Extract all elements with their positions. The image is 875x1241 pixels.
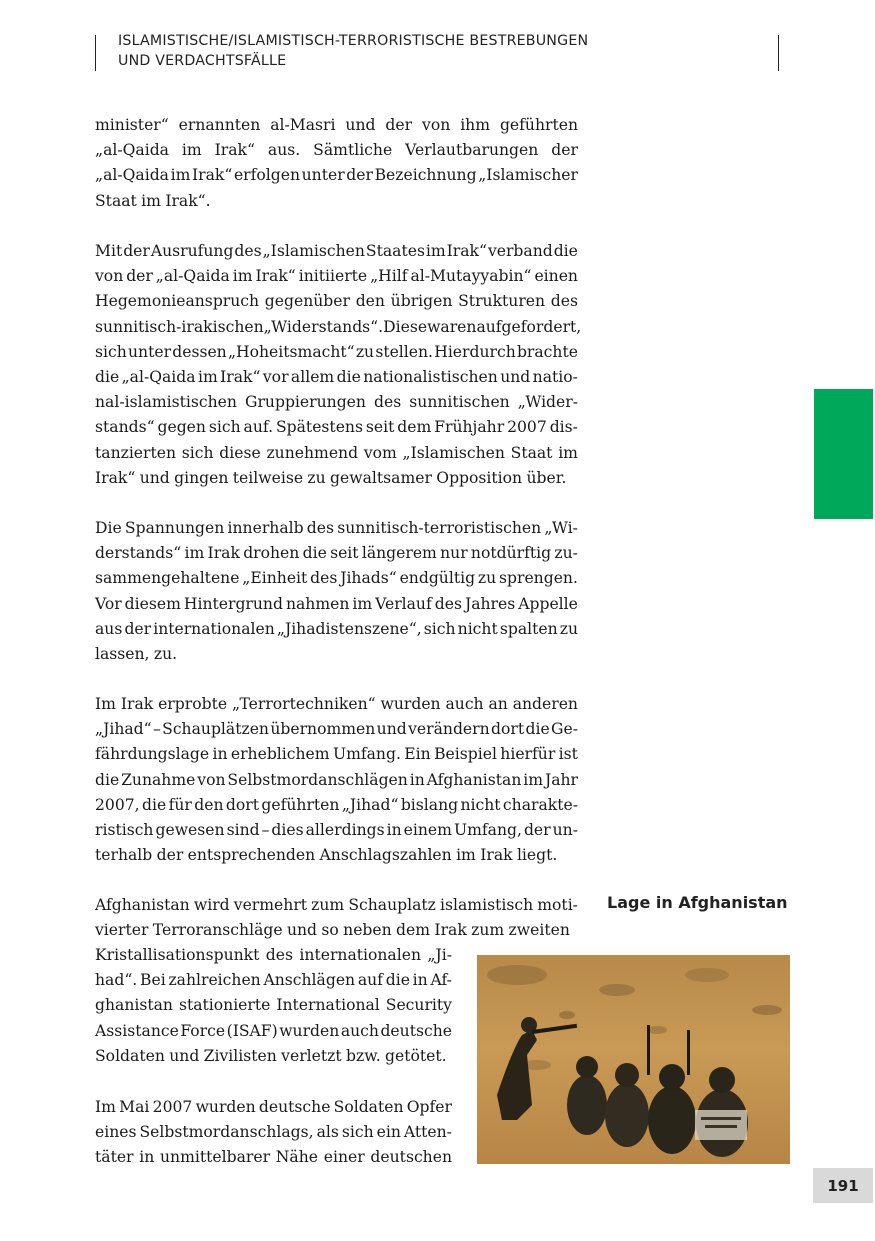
text-line: sunnitisch-irakischen „Widerstands“. Diese waren aufgefordert, <box>95 317 582 336</box>
paragraph-6 <box>95 1095 452 1171</box>
text-line: aus der internationalen „Jihadistenszene“, sich nicht spalten zu <box>95 619 578 638</box>
text-line: eines Selbstmordanschlags, als sich ein Atten- <box>95 1123 452 1142</box>
paragraph-5b <box>95 943 452 1069</box>
text-line: von der „al-Qaida im Irak“ initiierte „Hilf al-Mutayyabin“ einen <box>95 267 578 286</box>
header-rule-left <box>95 35 96 71</box>
sidebar-heading: Lage in Afghanistan <box>607 893 788 912</box>
text-line: „al-Qaida im Irak“ erfolgen unter der Bezeichnung „Islamischer <box>95 166 578 185</box>
page-number: 191 <box>813 1168 873 1203</box>
text-line: stands“ gegen sich auf. Spätestens seit dem Frühjahr 2007 dis- <box>95 418 578 437</box>
text-line: derstands“ im Irak drohen die seit längerem nur notdürftig zu- <box>95 544 578 563</box>
text-line: Im Irak erprobte „Terrortechniken“ wurden auch an anderen <box>95 695 578 713</box>
text-line: lassen, zu. <box>95 644 178 663</box>
text-line: täter in unmittelbarer Nähe einer deutschen <box>95 1148 452 1167</box>
header-line-1: ISLAMISTISCHE/ISLAMISTISCH-TERRORISTISCHE BESTREBUNGEN <box>118 33 589 49</box>
text-line: terhalb der entsprechenden Anschlagszahlen im Irak liegt. <box>95 846 558 865</box>
text-line: sammengehaltene „Einheit des Jihads“ endgültig zu sprengen. <box>95 569 578 588</box>
text-line: Mit der Ausrufung des „Islamischen Staates im Irak“ verband die <box>95 242 578 260</box>
paragraph-4 <box>95 692 578 868</box>
text-line: Hegemonieanspruch gegenüber den übrigen Strukturen des <box>95 292 578 311</box>
paragraph-1 <box>95 113 578 214</box>
text-line: tanzierten sich diese zunehmend vom „Islamischen Staat im <box>95 443 578 462</box>
section-color-tab <box>814 389 873 519</box>
text-line: Im Mai 2007 wurden deutsche Soldaten Opfer <box>95 1098 452 1116</box>
text-line: „Jihad“ – Schauplätzen übernommen und verändern dort die Ge- <box>95 720 578 739</box>
afghanistan-photo <box>477 955 790 1164</box>
photo-icon <box>477 955 790 1164</box>
text-line: Staat im Irak“. <box>95 191 211 210</box>
text-line: die „al-Qaida im Irak“ vor allem die nationalistischen und natio- <box>95 367 578 386</box>
text-line: 2007, die für den dort geführten „Jihad“ bislang nicht charakte- <box>95 795 578 814</box>
text-line: Assistance Force (ISAF) wurden auch deutsche <box>95 1021 452 1040</box>
text-line: fährdungslage in erheblichem Umfang. Ein Beispiel hierfür ist <box>95 745 578 764</box>
paragraph-3 <box>95 516 578 667</box>
text-line: Kristallisationspunkt des internationalen „Ji- <box>95 946 452 964</box>
text-line: nal-islamistischen Gruppierungen des sunnitischen „Wider- <box>95 393 578 412</box>
text-line: had“. Bei zahlreichen Anschlägen auf die in Af- <box>95 971 452 990</box>
text-line: „al-Qaida im Irak“ aus. Sämtliche Verlautbarungen der <box>95 141 578 160</box>
paragraph-5a <box>95 893 578 943</box>
text-line: Vor diesem Hintergrund nahmen im Verlauf des Jahres Appelle <box>95 594 578 613</box>
text-line: Soldaten und Zivilisten verletzt bzw. getötet. <box>95 1046 447 1065</box>
header-rule-right <box>778 35 779 71</box>
text-line: ristisch gewesen sind – dies allerdings in einem Umfang, der un- <box>95 820 578 839</box>
text-line: minister“ ernannten al-Masri und der von ihm geführten <box>95 116 578 134</box>
text-line: Irak“ und gingen teilweise zu gewaltsamer Opposition über. <box>95 468 567 487</box>
text-line: Afghanistan wird vermehrt zum Schauplatz islamistisch moti- <box>95 896 578 914</box>
header-line-2: UND VERDACHTSFÄLLE <box>118 53 287 69</box>
text-line: vierter Terroranschläge und so neben dem Irak zum zweiten <box>95 921 570 940</box>
text-line: Die Spannungen innerhalb des sunnitisch-terroristischen „Wi- <box>95 519 578 537</box>
text-line: sich unter dessen „Hoheitsmacht“ zu stellen. Hierdurch brachte <box>95 342 578 361</box>
text-line: ghanistan stationierte International Security <box>95 996 452 1015</box>
text-line: die Zunahme von Selbstmordanschlägen in Afghanistan im Jahr <box>95 770 578 789</box>
running-header <box>118 31 758 71</box>
paragraph-2 <box>95 239 582 491</box>
